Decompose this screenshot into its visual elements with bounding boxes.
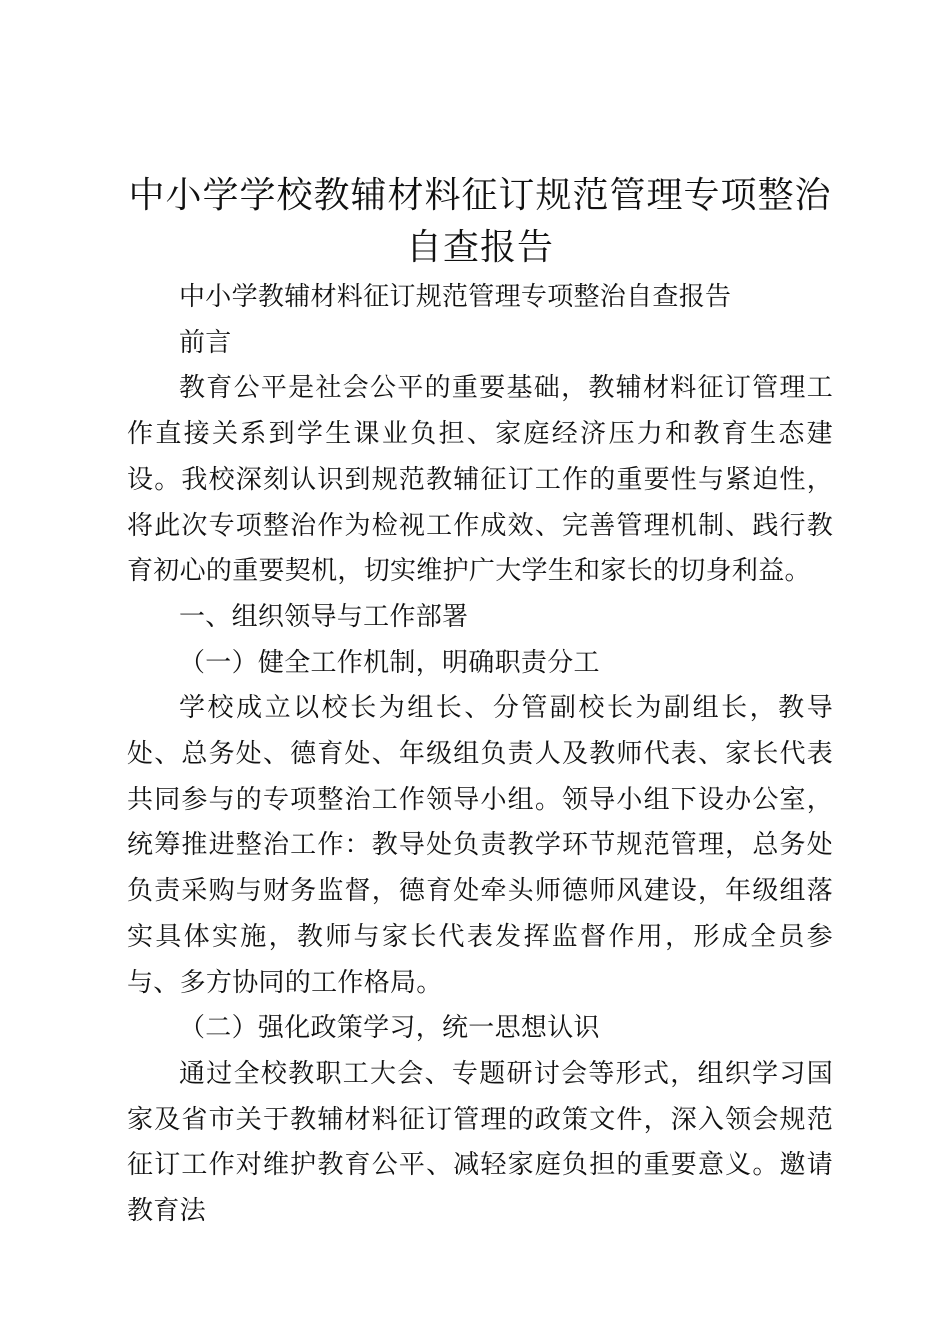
preface-heading: 前言	[179, 327, 232, 358]
preface-paragraph: 教育公平是社会公平的重要基础，教辅材料征订管理工作直接关系到学生课业负担、家庭经济压力和教育生态建设。我校深刻认识到规范教辅征订工作的重要性与紧迫性，将此次专项整治作为检视工作成效、完善管理机制、践行教育初心的重要契机，切实维护广大学生和家长的切身利益。	[127, 373, 833, 587]
section-heading-1: 一、组织领导与工作部署	[179, 601, 469, 632]
document-body	[127, 275, 833, 1235]
document-title: 中小学学校教辅材料征订规范管理专项整治自查报告	[128, 175, 832, 268]
subtitle-paragraph: 中小学教辅材料征订规范管理专项整治自查报告	[179, 282, 732, 312]
subsection-heading-1-1: （一）健全工作机制，明确职责分工	[179, 647, 600, 678]
subsection-heading-1-2: （二）强化政策学习，统一思想认识	[179, 1013, 600, 1044]
body-paragraph-1-2: 通过全校教职工大会、专题研讨会等形式，组织学习国家及省市关于教辅材料征订管理的政策文件，深入领会规范征订工作对维护教育公平、减轻家庭负担的重要意义。邀请教育法	[127, 1058, 833, 1227]
body-paragraph-1-1: 学校成立以校长为组长、分管副校长为副组长，教导处、总务处、德育处、年级组负责人及教师代表、家长代表共同参与的专项整治工作领导小组。领导小组下设办公室，统筹推进整治工作：教导处负责教学环节规范管理，总务处负责采购与财务监督，德育处牵头师德师风建设，年级组落实具体实施，教师与家长代表发挥监督作用，形成全员参与、多方协同的工作格局。	[127, 693, 833, 998]
